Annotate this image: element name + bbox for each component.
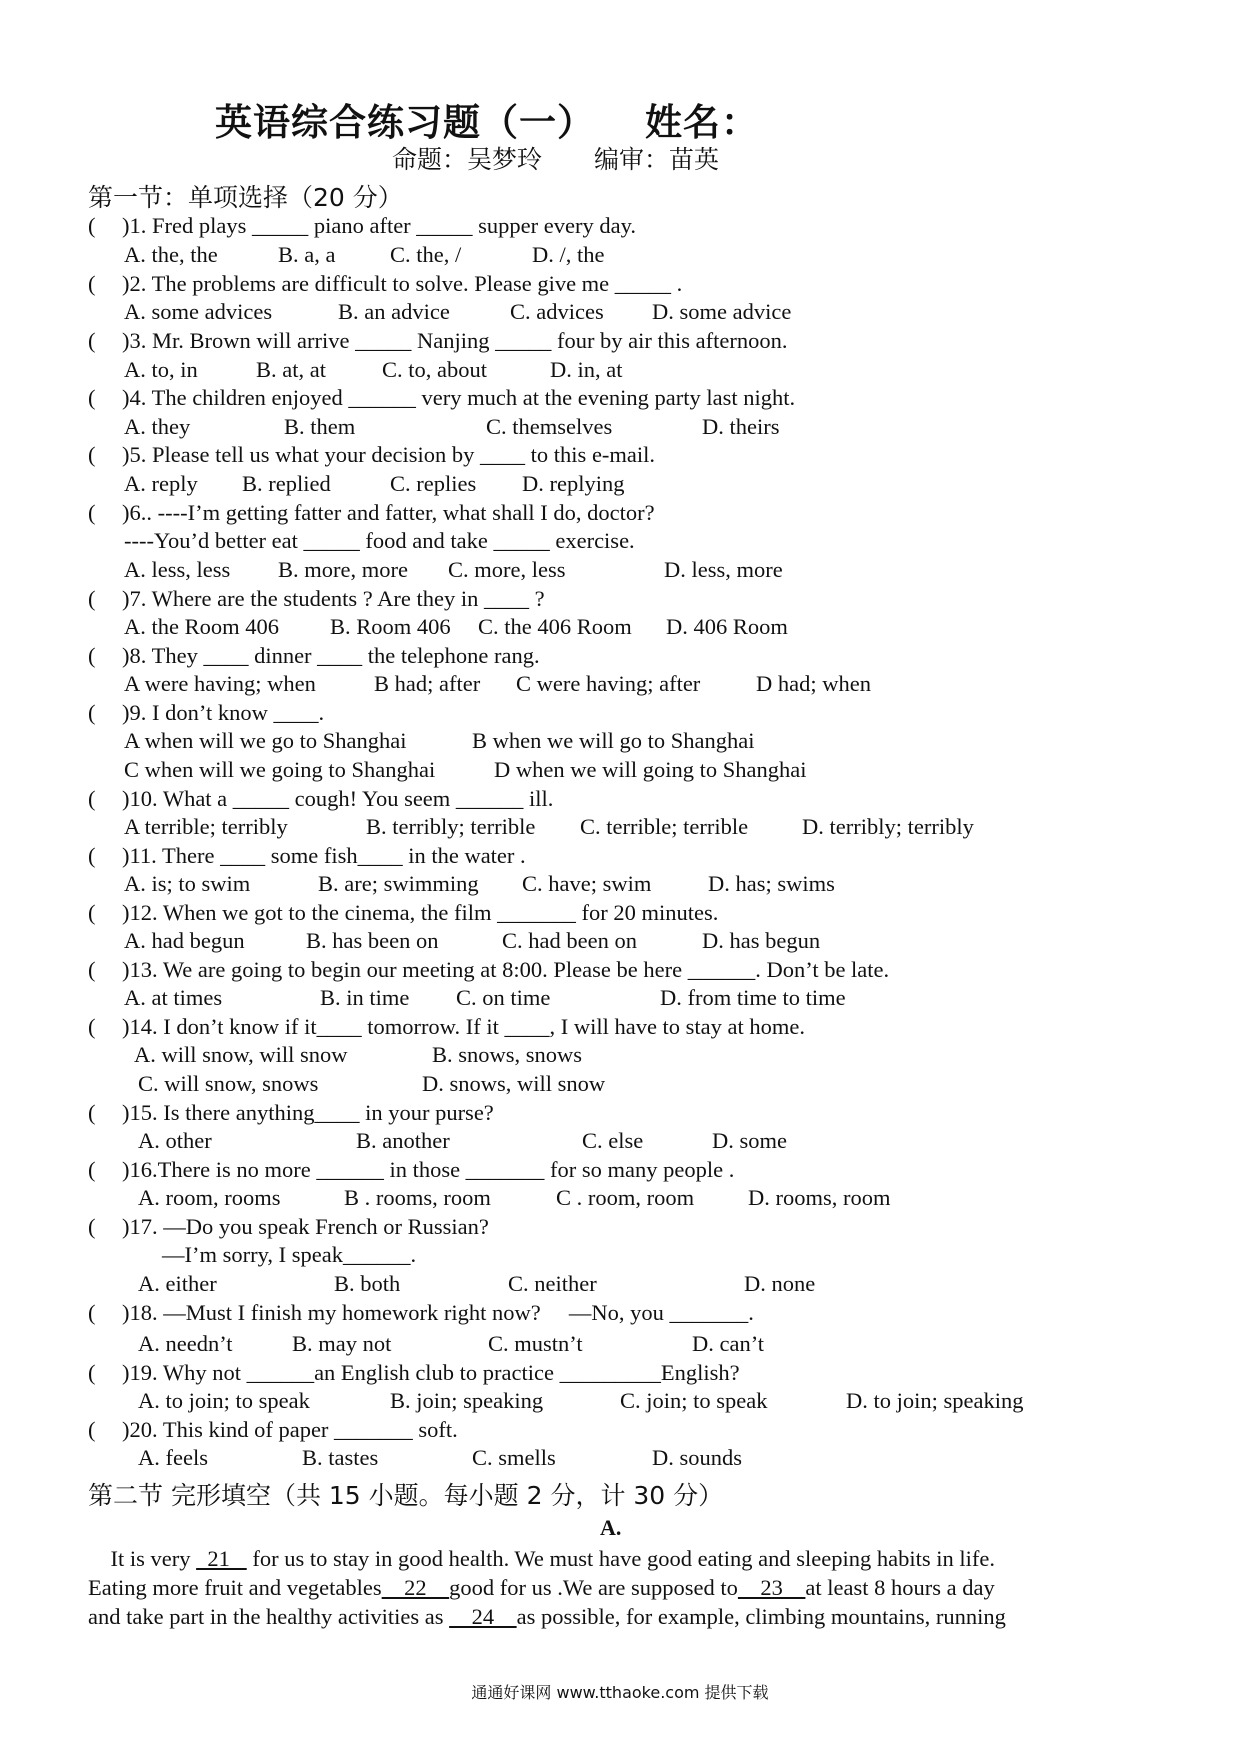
question-stem: )2. The problems are difficult to solve. Please give me _____ .	[122, 271, 683, 296]
option: D. terribly; terribly	[802, 814, 974, 839]
option: D. has begun	[702, 928, 821, 953]
option: C. advices	[510, 299, 604, 324]
option: A. to, in	[124, 357, 198, 382]
question-stem: )9. I don’t know ____.	[122, 700, 325, 725]
option: B. an advice	[338, 299, 450, 324]
option: D. in, at	[550, 357, 623, 382]
title-text: 英语综合练习题（一）	[215, 100, 595, 144]
question-stem: )7. Where are the students ? Are they in ____ ?	[122, 586, 545, 611]
passage-text: good for us .We are supposed to	[449, 1575, 738, 1600]
question-stem: )11. There ____ some fish____ in the water .	[122, 843, 526, 868]
option: C. on time	[456, 985, 551, 1010]
question-stem: )3. Mr. Brown will arrive _____ Nanjing _____ four by air this afternoon.	[122, 328, 788, 353]
question: ( )16.There is no more ______ in those _______ for so many people .	[88, 1157, 735, 1182]
option: D. sounds	[652, 1445, 743, 1470]
option: A. other	[138, 1128, 212, 1153]
option: A. the, the	[124, 242, 218, 267]
question-stem: )16.There is no more ______ in those _______ for so many people .	[122, 1157, 735, 1182]
option: C. the, /	[390, 242, 462, 267]
question: ( )12. When we got to the cinema, the film _______ for 20 minutes.	[88, 900, 719, 925]
question-stem: )15. Is there anything____ in your purse?	[122, 1100, 494, 1125]
question: ( )1. Fred plays _____ piano after _____ supper every day.	[88, 213, 637, 238]
option: B. terribly; terrible	[366, 814, 536, 839]
question: ( )18. —Must I finish my homework right now? —No, you _______.	[88, 1300, 754, 1325]
question-stem: )19. Why not ______an English club to practice _________English?	[122, 1360, 740, 1385]
option: D when we will going to Shanghai	[494, 757, 807, 782]
option: B. replied	[242, 471, 331, 496]
passage-line	[88, 1575, 1158, 1601]
question: ( )10. What a _____ cough! You seem ______ ill.	[88, 786, 554, 811]
option: C. join; to speak	[620, 1388, 768, 1413]
question-stem: )1. Fred plays _____ piano after _____ supper every day.	[122, 213, 637, 238]
question: ( )8. They ____ dinner ____ the telephone rang.	[88, 643, 540, 668]
option: B. has been on	[306, 928, 439, 953]
question: ( )11. There ____ some fish____ in the water .	[88, 843, 526, 868]
option: B. Room 406	[330, 614, 451, 639]
option: D. replying	[522, 471, 625, 496]
option: B. a, a	[278, 242, 336, 267]
question: ( )5. Please tell us what your decision by ____ to this e-mail.	[88, 442, 656, 467]
option: C were having; after	[516, 671, 701, 696]
question-stem: )4. The children enjoyed ______ very much at the evening party last night.	[122, 385, 796, 410]
option: D. theirs	[702, 414, 780, 439]
option: B . rooms, room	[344, 1185, 491, 1210]
section-2-heading: 第二节 完形填空（共 15 小题。每小题 2 分，计 30 分）	[88, 1481, 724, 1510]
option: A. will snow, will snow	[134, 1042, 348, 1067]
question: ( )3. Mr. Brown will arrive _____ Nanjing _____ four by air this afternoon.	[88, 328, 788, 353]
question-stem: )5. Please tell us what your decision by ____ to this e-mail.	[122, 442, 656, 467]
option: C . room, room	[556, 1185, 695, 1210]
option: A. the Room 406	[124, 614, 279, 639]
footer-source: 通通好课网 www.tthaoke.com 提供下载	[471, 1683, 769, 1702]
option: A. either	[138, 1271, 217, 1296]
option: A. needn’t	[138, 1331, 233, 1356]
option: B. another	[356, 1128, 450, 1153]
blank-23: 23	[737, 1575, 806, 1600]
blank-21: 21	[196, 1546, 247, 1571]
blank-24: 24	[449, 1604, 517, 1629]
option: A. had begun	[124, 928, 245, 953]
question: ( )4. The children enjoyed ______ very much at the evening party last night.	[88, 385, 796, 410]
question-stem: )14. I don’t know if it____ tomorrow. If it ____, I will have to stay at home.	[122, 1014, 806, 1039]
option: D. snows, will snow	[422, 1071, 606, 1096]
option: B. snows, snows	[432, 1042, 583, 1067]
option: A. some advices	[124, 299, 273, 324]
option: D. to join; speaking	[846, 1388, 1024, 1413]
question-stem-line2: —I’m sorry, I speak______.	[162, 1242, 417, 1267]
passage-text: It is very	[88, 1546, 197, 1571]
option: B. more, more	[278, 557, 408, 582]
question: ( )9. I don’t know ____.	[88, 700, 325, 725]
passage-text: at least 8 hours a day	[805, 1575, 995, 1600]
option: D. /, the	[532, 242, 605, 267]
option: B. are; swimming	[318, 871, 479, 896]
question-stem: )20. This kind of paper _______ soft.	[122, 1417, 458, 1442]
option: B. both	[334, 1271, 401, 1296]
question: ( )19. Why not ______an English club to practice _________English?	[88, 1360, 740, 1385]
option: C. neither	[508, 1271, 597, 1296]
passage-text: and take part in the healthy activities as	[88, 1604, 450, 1629]
option: C. smells	[472, 1445, 556, 1470]
option: A. feels	[138, 1445, 208, 1470]
page-title	[215, 92, 759, 146]
option: C. will snow, snows	[138, 1071, 319, 1096]
option: B. may not	[292, 1331, 392, 1356]
option: A when will we go to Shanghai	[124, 728, 407, 753]
passage-text: for us to stay in good health. We must have good eating and sleeping habits in life.	[246, 1546, 995, 1571]
passage-line	[88, 1546, 1158, 1572]
option: B when we will go to Shanghai	[472, 728, 755, 753]
question-stem: )17. —Do you speak French or Russian?	[122, 1214, 489, 1239]
option: C. mustn’t	[488, 1331, 583, 1356]
question-stem: )18. —Must I finish my homework right now? —No, you _______.	[122, 1300, 754, 1325]
option: A. at times	[124, 985, 223, 1010]
option: C. replies	[390, 471, 477, 496]
option: B. them	[284, 414, 356, 439]
option: C. more, less	[448, 557, 566, 582]
option: A. to join; to speak	[138, 1388, 310, 1413]
option: D. from time to time	[660, 985, 846, 1010]
option: C. terrible; terrible	[580, 814, 749, 839]
option: C. else	[582, 1128, 644, 1153]
blank-22: 22	[381, 1575, 450, 1600]
option: D had; when	[756, 671, 871, 696]
option: D. can’t	[692, 1331, 765, 1356]
reviewer-text: 编审：苗英	[594, 145, 720, 174]
option: A. reply	[124, 471, 198, 496]
option: C. had been on	[502, 928, 637, 953]
option: A were having; when	[124, 671, 316, 696]
question-stem-line2: ----You’d better eat _____ food and take _____ exercise.	[124, 528, 635, 553]
question-stem: )12. When we got to the cinema, the film _______ for 20 minutes.	[122, 900, 719, 925]
question: ( )13. We are going to begin our meeting at 8:00. Please be here ______. Don’t be late.	[88, 957, 890, 982]
option: A. room, rooms	[138, 1185, 281, 1210]
option: C when will we going to Shanghai	[124, 757, 436, 782]
section-1-heading: 第一节：单项选择（20 分）	[88, 183, 403, 212]
question: ( )20. This kind of paper _______ soft.	[88, 1417, 458, 1442]
question: ( )6.. ----I’m getting fatter and fatter, what shall I do, doctor?	[88, 500, 655, 525]
option: A. they	[124, 414, 191, 439]
author-text: 命题：吴梦玲	[392, 145, 543, 174]
question: ( )14. I don’t know if it____ tomorrow. If it ____, I will have to stay at home.	[88, 1014, 806, 1039]
option: D. some advice	[652, 299, 792, 324]
question-stem: )6.. ----I’m getting fatter and fatter, what shall I do, doctor?	[122, 500, 655, 525]
author-line	[392, 140, 719, 176]
passage-text: Eating more fruit and vegetables	[88, 1575, 382, 1600]
option: A terrible; terribly	[124, 814, 288, 839]
question: ( )17. —Do you speak French or Russian?	[88, 1214, 489, 1239]
option: D. none	[744, 1271, 816, 1296]
option: C. the 406 Room	[478, 614, 632, 639]
question-stem: )8. They ____ dinner ____ the telephone rang.	[122, 643, 540, 668]
name-label: 姓名：	[645, 100, 759, 144]
option: B. at, at	[256, 357, 326, 382]
option: A. less, less	[124, 557, 231, 582]
option: C. to, about	[382, 357, 487, 382]
option: B had; after	[374, 671, 481, 696]
question-stem: )13. We are going to begin our meeting at 8:00. Please be here ______. Don’t be late.	[122, 957, 890, 982]
question-stem: )10. What a _____ cough! You seem ______ ill.	[122, 786, 554, 811]
passage-text: as possible, for example, climbing mountains, running	[516, 1604, 1006, 1629]
option: D. 406 Room	[666, 614, 788, 639]
question: ( )2. The problems are difficult to solve. Please give me _____ .	[88, 271, 683, 296]
option: D. less, more	[664, 557, 783, 582]
option: B. join; speaking	[390, 1388, 544, 1413]
question: ( )7. Where are the students ? Are they in ____ ?	[88, 586, 545, 611]
passage-line	[88, 1604, 1158, 1630]
option: B. in time	[320, 985, 410, 1010]
passage-label: A.	[600, 1515, 622, 1540]
option: C. have; swim	[522, 871, 652, 896]
option: B. tastes	[302, 1445, 379, 1470]
option: C. themselves	[486, 414, 613, 439]
option: A. is; to swim	[124, 871, 251, 896]
question: ( )15. Is there anything____ in your purse?	[88, 1100, 494, 1125]
option: D. rooms, room	[748, 1185, 891, 1210]
option: D. has; swims	[708, 871, 835, 896]
option: D. some	[712, 1128, 787, 1153]
